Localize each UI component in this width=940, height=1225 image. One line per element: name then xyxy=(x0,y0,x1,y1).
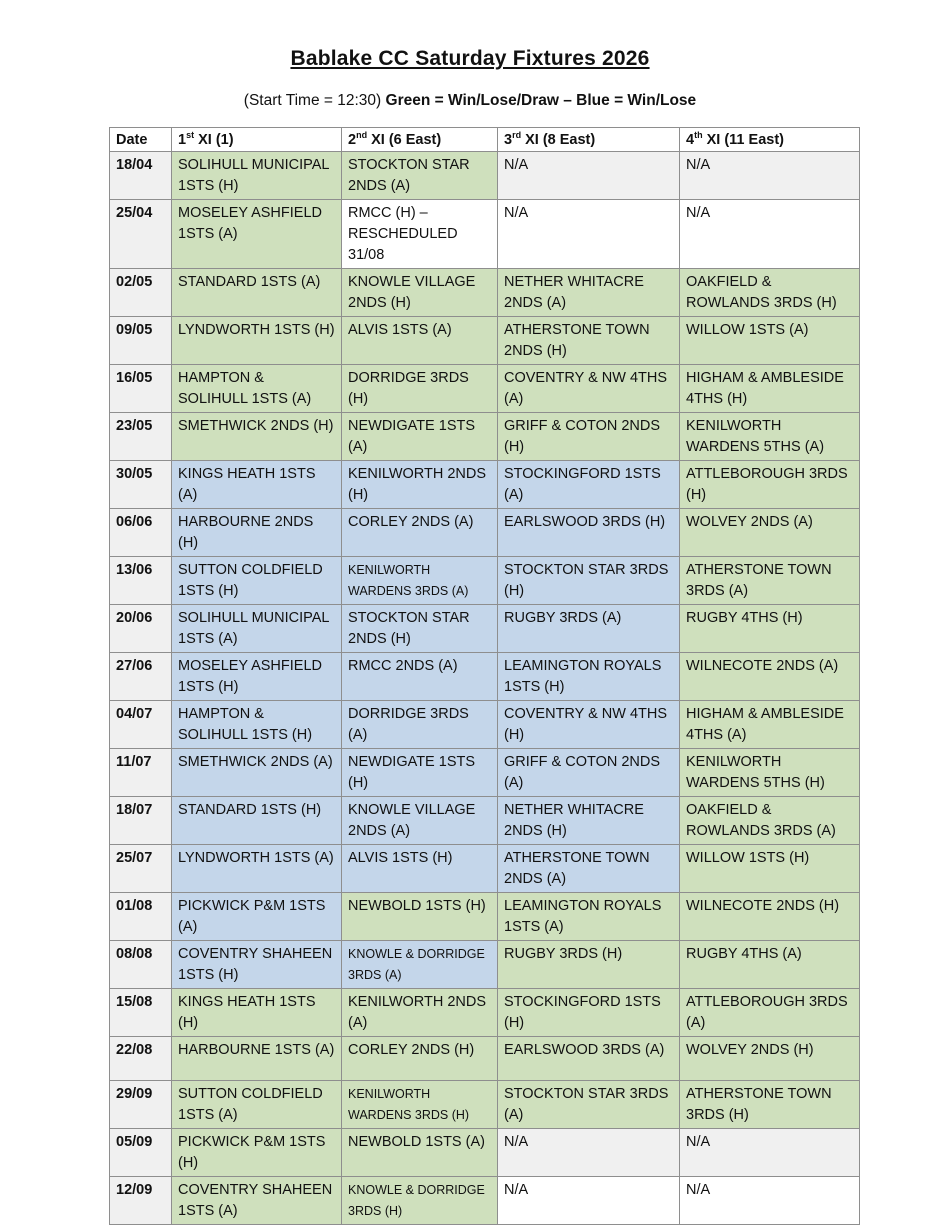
table-row xyxy=(110,557,860,605)
fixture-2nd-xi xyxy=(342,749,498,797)
fixture-1st-xi xyxy=(172,605,342,653)
fixture-text: STOCKTON STAR 2NDS (A) xyxy=(348,157,470,194)
fixture-2nd-xi xyxy=(342,989,498,1037)
fixture-1st-xi xyxy=(172,653,342,701)
fixture-text: KNOWLE & DORRIDGE 3RDS (A) xyxy=(348,947,485,982)
fixture-text: LEAMINGTON ROYALS 1STS (H) xyxy=(504,658,662,695)
fixture-3rd-xi xyxy=(498,1081,680,1129)
fixture-2nd-xi xyxy=(342,365,498,413)
fixture-4th-xi xyxy=(680,797,860,845)
fixture-text: COVENTRY SHAHEEN 1STS (H) xyxy=(178,946,333,983)
header-division: XI (6 East) xyxy=(367,132,442,148)
fixture-1st-xi xyxy=(172,749,342,797)
fixture-3rd-xi xyxy=(498,1129,680,1177)
fixture-date: 02/05 xyxy=(110,269,172,317)
fixture-text: WILNECOTE 2NDS (A) xyxy=(686,658,839,674)
fixture-text: LEAMINGTON ROYALS 1STS (A) xyxy=(504,898,662,935)
fixture-text: HARBOURNE 2NDS (H) xyxy=(178,514,314,551)
fixture-text: WOLVEY 2NDS (A) xyxy=(686,514,813,530)
fixture-text: SMETHWICK 2NDS (H) xyxy=(178,418,334,434)
fixture-4th-xi xyxy=(680,200,860,269)
table-body xyxy=(110,152,860,1225)
fixture-text: KINGS HEATH 1STS (A) xyxy=(178,466,316,503)
fixture-text: KENILWORTH WARDENS 5THS (A) xyxy=(686,418,825,455)
header-division: XI (11 East) xyxy=(702,132,784,148)
fixture-text: RUGBY 3RDS (A) xyxy=(504,610,622,626)
fixture-2nd-xi xyxy=(342,152,498,200)
header-label: 4 xyxy=(686,132,695,148)
header-label: Date xyxy=(116,132,148,148)
fixture-text: WILLOW 1STS (A) xyxy=(686,322,809,338)
header-label: 1 xyxy=(178,132,187,148)
fixture-1st-xi xyxy=(172,200,342,269)
fixture-date: 06/06 xyxy=(110,509,172,557)
fixture-4th-xi xyxy=(680,152,860,200)
fixture-3rd-xi xyxy=(498,509,680,557)
fixture-text: KNOWLE & DORRIDGE 3RDS (H) xyxy=(348,1183,485,1218)
header-division: XI (1) xyxy=(194,132,234,148)
fixture-text: HIGHAM & AMBLESIDE 4THS (A) xyxy=(686,706,844,743)
table-row xyxy=(110,605,860,653)
fixture-text: KENILWORTH WARDENS 3RDS (H) xyxy=(348,1087,470,1122)
fixture-2nd-xi xyxy=(342,413,498,461)
header-ordinal-suffix: st xyxy=(186,130,195,141)
fixture-text: LYNDWORTH 1STS (A) xyxy=(178,850,334,866)
fixture-2nd-xi xyxy=(342,509,498,557)
fixture-text: KINGS HEATH 1STS (H) xyxy=(178,994,316,1031)
fixture-4th-xi xyxy=(680,941,860,989)
fixture-4th-xi xyxy=(680,989,860,1037)
fixture-text: PICKWICK P&M 1STS (H) xyxy=(178,1134,326,1171)
fixture-3rd-xi xyxy=(498,1037,680,1081)
fixture-4th-xi xyxy=(680,269,860,317)
fixture-text: RMCC (H) – xyxy=(348,205,428,221)
fixture-text: MOSELEY ASHFIELD 1STS (H) xyxy=(178,658,322,695)
fixture-1st-xi xyxy=(172,152,342,200)
table-row xyxy=(110,749,860,797)
fixture-1st-xi xyxy=(172,461,342,509)
reschedule-note: RESCHEDULED 31/08 xyxy=(348,226,458,263)
fixture-4th-xi xyxy=(680,509,860,557)
fixture-date: 23/05 xyxy=(110,413,172,461)
fixture-date: 25/07 xyxy=(110,845,172,893)
fixture-text: KNOWLE VILLAGE 2NDS (A) xyxy=(348,802,476,839)
fixture-text: SOLIHULL MUNICIPAL 1STS (H) xyxy=(178,157,329,194)
fixture-1st-xi xyxy=(172,509,342,557)
fixture-text: STOCKTON STAR 2NDS (H) xyxy=(348,610,470,647)
fixture-text: STOCKTON STAR 3RDS (H) xyxy=(504,562,669,599)
fixture-text: DORRIDGE 3RDS (H) xyxy=(348,370,469,407)
fixture-date: 29/09 xyxy=(110,1081,172,1129)
fixture-3rd-xi xyxy=(498,653,680,701)
fixture-1st-xi xyxy=(172,269,342,317)
table-header-row xyxy=(110,128,860,152)
fixture-3rd-xi xyxy=(498,749,680,797)
fixture-text: PICKWICK P&M 1STS (A) xyxy=(178,898,326,935)
fixture-3rd-xi xyxy=(498,1177,680,1225)
fixture-3rd-xi xyxy=(498,152,680,200)
fixture-text: N/A xyxy=(686,205,711,221)
header-ordinal-suffix: nd xyxy=(356,130,368,141)
fixture-4th-xi xyxy=(680,653,860,701)
fixture-text: ATTLEBOROUGH 3RDS (A) xyxy=(686,994,848,1031)
fixture-2nd-xi xyxy=(342,1037,498,1081)
fixture-text: ATHERSTONE TOWN 2NDS (H) xyxy=(504,322,650,359)
fixture-4th-xi xyxy=(680,1037,860,1081)
fixture-3rd-xi xyxy=(498,701,680,749)
fixture-text: N/A xyxy=(686,1134,711,1150)
table-row xyxy=(110,509,860,557)
fixture-3rd-xi xyxy=(498,845,680,893)
fixture-date: 22/08 xyxy=(110,1037,172,1081)
fixture-text: SUTTON COLDFIELD 1STS (A) xyxy=(178,1086,323,1123)
fixture-4th-xi xyxy=(680,701,860,749)
fixture-2nd-xi xyxy=(342,317,498,365)
fixture-text: ALVIS 1STS (A) xyxy=(348,322,452,338)
fixture-text: N/A xyxy=(504,1134,529,1150)
header-3rd-xi xyxy=(498,128,680,152)
table-row xyxy=(110,845,860,893)
fixture-3rd-xi xyxy=(498,317,680,365)
fixture-2nd-xi xyxy=(342,1129,498,1177)
fixture-text: HAMPTON & SOLIHULL 1STS (A) xyxy=(178,370,312,407)
fixture-2nd-xi xyxy=(342,200,498,269)
fixture-text: N/A xyxy=(504,1182,529,1198)
fixture-text: OAKFIELD & ROWLANDS 3RDS (H) xyxy=(686,274,837,311)
fixture-1st-xi xyxy=(172,701,342,749)
table-row xyxy=(110,365,860,413)
fixture-2nd-xi xyxy=(342,701,498,749)
fixture-text: KENILWORTH 2NDS (A) xyxy=(348,994,487,1031)
fixture-text: SUTTON COLDFIELD 1STS (H) xyxy=(178,562,323,599)
fixture-text: WILNECOTE 2NDS (H) xyxy=(686,898,840,914)
fixture-3rd-xi xyxy=(498,989,680,1037)
fixture-4th-xi xyxy=(680,749,860,797)
table-row xyxy=(110,1177,860,1225)
fixture-4th-xi xyxy=(680,413,860,461)
color-legend: Green = Win/Lose/Draw – Blue = Win/Lose xyxy=(385,92,697,109)
fixture-4th-xi xyxy=(680,845,860,893)
fixture-1st-xi xyxy=(172,1129,342,1177)
fixture-text: KENILWORTH 2NDS (H) xyxy=(348,466,487,503)
fixture-text: NEWBOLD 1STS (A) xyxy=(348,1134,485,1150)
fixture-text: COVENTRY & NW 4THS (H) xyxy=(504,706,668,743)
fixture-text: STOCKINGFORD 1STS (A) xyxy=(504,466,661,503)
fixture-date: 18/04 xyxy=(110,152,172,200)
start-time-note: (Start Time = 12:30) xyxy=(243,92,386,109)
fixture-4th-xi xyxy=(680,1129,860,1177)
fixture-3rd-xi xyxy=(498,413,680,461)
fixture-text: CORLEY 2NDS (A) xyxy=(348,514,474,530)
fixture-date: 11/07 xyxy=(110,749,172,797)
fixture-text: OAKFIELD & ROWLANDS 3RDS (A) xyxy=(686,802,836,839)
fixture-text: SOLIHULL MUNICIPAL 1STS (A) xyxy=(178,610,329,647)
fixture-4th-xi xyxy=(680,317,860,365)
fixture-text: KNOWLE VILLAGE 2NDS (H) xyxy=(348,274,476,311)
fixture-2nd-xi xyxy=(342,1081,498,1129)
fixture-date: 25/04 xyxy=(110,200,172,269)
fixture-text: ALVIS 1STS (H) xyxy=(348,850,453,866)
fixture-text: STOCKINGFORD 1STS (H) xyxy=(504,994,661,1031)
header-label: 2 xyxy=(348,132,357,148)
fixture-text: EARLSWOOD 3RDS (A) xyxy=(504,1042,665,1058)
fixture-1st-xi xyxy=(172,989,342,1037)
fixture-1st-xi xyxy=(172,1081,342,1129)
fixture-2nd-xi xyxy=(342,653,498,701)
fixture-date: 09/05 xyxy=(110,317,172,365)
fixture-date: 08/08 xyxy=(110,941,172,989)
fixture-text: COVENTRY & NW 4THS (A) xyxy=(504,370,668,407)
table-row xyxy=(110,200,860,269)
fixture-text: NEWDIGATE 1STS (H) xyxy=(348,754,476,791)
fixtures-table xyxy=(109,127,860,1225)
fixture-text: NETHER WHITACRE 2NDS (H) xyxy=(504,802,644,839)
table-row xyxy=(110,1037,860,1081)
fixture-text: STANDARD 1STS (H) xyxy=(178,802,322,818)
table-row xyxy=(110,989,860,1037)
header-date xyxy=(110,128,172,152)
fixture-date: 13/06 xyxy=(110,557,172,605)
fixture-text: WOLVEY 2NDS (H) xyxy=(686,1042,814,1058)
fixture-1st-xi xyxy=(172,797,342,845)
fixture-date: 15/08 xyxy=(110,989,172,1037)
fixture-text: N/A xyxy=(504,205,529,221)
fixture-text: RUGBY 3RDS (H) xyxy=(504,946,623,962)
table-row xyxy=(110,893,860,941)
table-row xyxy=(110,269,860,317)
fixture-3rd-xi xyxy=(498,893,680,941)
fixture-1st-xi xyxy=(172,557,342,605)
fixture-date: 20/06 xyxy=(110,605,172,653)
subtitle xyxy=(0,92,940,110)
fixture-date: 27/06 xyxy=(110,653,172,701)
fixture-date: 18/07 xyxy=(110,797,172,845)
fixture-2nd-xi xyxy=(342,557,498,605)
fixture-4th-xi xyxy=(680,557,860,605)
fixture-2nd-xi xyxy=(342,797,498,845)
header-ordinal-suffix: rd xyxy=(512,130,522,141)
fixture-date: 04/07 xyxy=(110,701,172,749)
page-title: Bablake CC Saturday Fixtures 2026 xyxy=(290,47,650,70)
fixture-text: HIGHAM & AMBLESIDE 4THS (H) xyxy=(686,370,844,407)
fixture-3rd-xi xyxy=(498,365,680,413)
table-row xyxy=(110,701,860,749)
fixture-1st-xi xyxy=(172,893,342,941)
header-label: 3 xyxy=(504,132,513,148)
fixture-text: MOSELEY ASHFIELD 1STS (A) xyxy=(178,205,322,242)
fixture-1st-xi xyxy=(172,1177,342,1225)
fixture-4th-xi xyxy=(680,365,860,413)
table-row xyxy=(110,653,860,701)
fixture-text: LYNDWORTH 1STS (H) xyxy=(178,322,335,338)
header-4th-xi xyxy=(680,128,860,152)
fixture-text: DORRIDGE 3RDS (A) xyxy=(348,706,469,743)
fixture-4th-xi xyxy=(680,1177,860,1225)
fixture-1st-xi xyxy=(172,413,342,461)
fixture-2nd-xi xyxy=(342,893,498,941)
table-row xyxy=(110,797,860,845)
header-division: XI (8 East) xyxy=(521,132,596,148)
table-row xyxy=(110,152,860,200)
fixture-date: 12/09 xyxy=(110,1177,172,1225)
fixture-2nd-xi xyxy=(342,941,498,989)
fixture-text: RMCC 2NDS (A) xyxy=(348,658,458,674)
fixture-2nd-xi xyxy=(342,845,498,893)
fixture-text: CORLEY 2NDS (H) xyxy=(348,1042,475,1058)
header-1st-xi xyxy=(172,128,342,152)
fixture-text: STOCKTON STAR 3RDS (A) xyxy=(504,1086,669,1123)
fixture-text: N/A xyxy=(686,1182,711,1198)
fixture-4th-xi xyxy=(680,605,860,653)
fixture-3rd-xi xyxy=(498,557,680,605)
fixture-text: HAMPTON & SOLIHULL 1STS (H) xyxy=(178,706,313,743)
fixture-text: ATTLEBOROUGH 3RDS (H) xyxy=(686,466,848,503)
fixture-2nd-xi xyxy=(342,461,498,509)
fixture-text: KENILWORTH WARDENS 5THS (H) xyxy=(686,754,825,791)
fixture-text: HARBOURNE 1STS (A) xyxy=(178,1042,335,1058)
table-row xyxy=(110,941,860,989)
fixture-text: ATHERSTONE TOWN 3RDS (A) xyxy=(686,562,832,599)
fixture-3rd-xi xyxy=(498,797,680,845)
fixture-text: ATHERSTONE TOWN 3RDS (H) xyxy=(686,1086,832,1123)
fixture-1st-xi xyxy=(172,845,342,893)
fixture-text: GRIFF & COTON 2NDS (A) xyxy=(504,754,661,791)
fixture-1st-xi xyxy=(172,365,342,413)
fixture-3rd-xi xyxy=(498,605,680,653)
table-row xyxy=(110,461,860,509)
fixture-3rd-xi xyxy=(498,269,680,317)
fixture-text: RUGBY 4THS (A) xyxy=(686,946,802,962)
fixture-2nd-xi xyxy=(342,1177,498,1225)
fixture-1st-xi xyxy=(172,1037,342,1081)
header-ordinal-suffix: th xyxy=(694,130,703,141)
fixture-text: N/A xyxy=(686,157,711,173)
fixture-date: 16/05 xyxy=(110,365,172,413)
fixture-text: WILLOW 1STS (H) xyxy=(686,850,810,866)
fixture-date: 05/09 xyxy=(110,1129,172,1177)
fixture-text: EARLSWOOD 3RDS (H) xyxy=(504,514,666,530)
header-2nd-xi xyxy=(342,128,498,152)
fixture-text: N/A xyxy=(504,157,529,173)
fixture-text: NETHER WHITACRE 2NDS (A) xyxy=(504,274,644,311)
table-row xyxy=(110,413,860,461)
fixture-4th-xi xyxy=(680,1081,860,1129)
fixture-text: NEWDIGATE 1STS (A) xyxy=(348,418,476,455)
fixture-text: RUGBY 4THS (H) xyxy=(686,610,803,626)
fixture-date: 30/05 xyxy=(110,461,172,509)
fixture-1st-xi xyxy=(172,317,342,365)
table-row xyxy=(110,1129,860,1177)
fixture-text: KENILWORTH WARDENS 3RDS (A) xyxy=(348,563,469,598)
fixture-2nd-xi xyxy=(342,269,498,317)
fixture-3rd-xi xyxy=(498,200,680,269)
fixture-3rd-xi xyxy=(498,941,680,989)
table-row xyxy=(110,317,860,365)
table-row xyxy=(110,1081,860,1129)
fixture-text: ATHERSTONE TOWN 2NDS (A) xyxy=(504,850,650,887)
fixture-text: GRIFF & COTON 2NDS (H) xyxy=(504,418,661,455)
fixture-date: 01/08 xyxy=(110,893,172,941)
fixture-text: COVENTRY SHAHEEN 1STS (A) xyxy=(178,1182,333,1219)
fixture-text: SMETHWICK 2NDS (A) xyxy=(178,754,333,770)
fixture-4th-xi xyxy=(680,893,860,941)
fixture-3rd-xi xyxy=(498,461,680,509)
fixture-text: STANDARD 1STS (A) xyxy=(178,274,321,290)
fixture-1st-xi xyxy=(172,941,342,989)
fixture-text: NEWBOLD 1STS (H) xyxy=(348,898,486,914)
fixture-4th-xi xyxy=(680,461,860,509)
fixture-2nd-xi xyxy=(342,605,498,653)
